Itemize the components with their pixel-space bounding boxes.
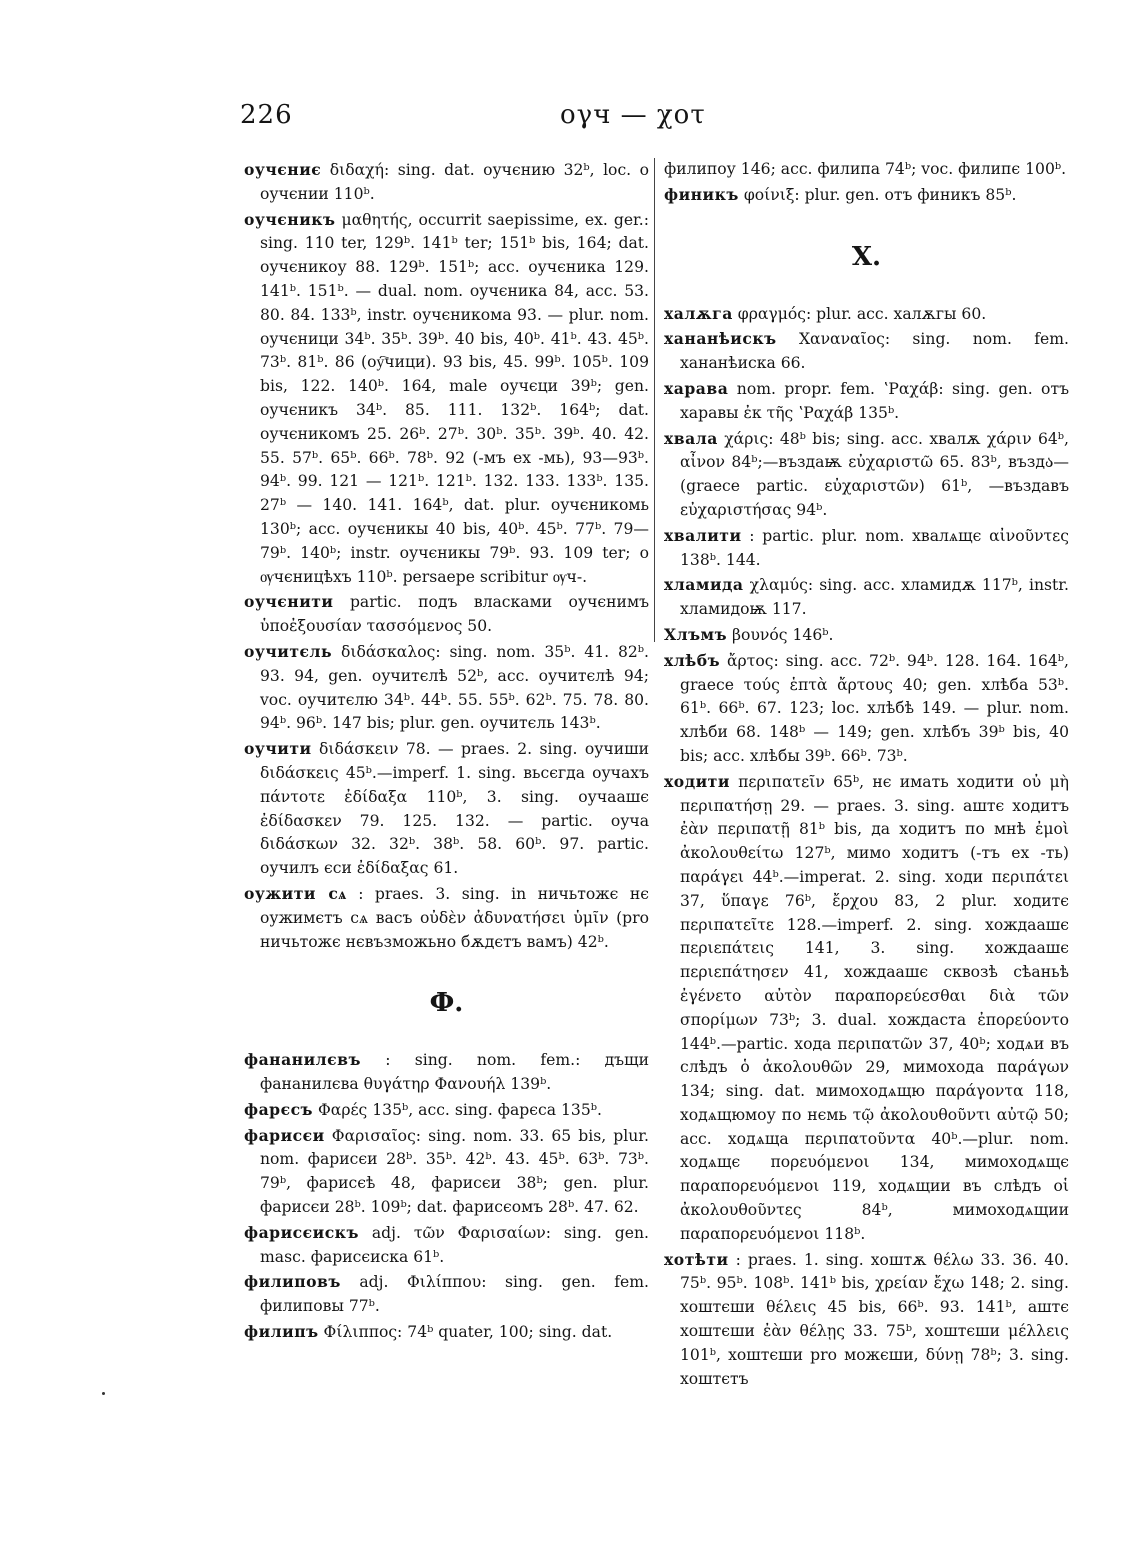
entry-headword: хламида <box>664 575 744 595</box>
dictionary-entry <box>664 649 1069 769</box>
entry-text: филипоу 146; acc. филипа 74ᵇ; voc. филипє 100ᵇ. <box>664 160 1067 178</box>
column-divider <box>654 158 655 642</box>
entry-text: Χαναναῖος: sing. nom. fem. хананѣиска 66. <box>680 330 1069 373</box>
entry-headword: оучити <box>244 739 312 759</box>
section-letter-phi: Ф. <box>429 988 464 1019</box>
entry-headword: фарисєи <box>244 1125 325 1145</box>
dictionary-entry <box>244 1098 649 1123</box>
right-entries-top <box>664 158 1069 208</box>
left-entries-top <box>244 158 649 954</box>
page-number: 226 <box>240 100 293 130</box>
entry-text: : sing. nom. fem.: дъщи фананилєва θυγάτηρ Φανουήλ 139ᵇ. <box>260 1051 649 1094</box>
entry-headword: оучєникъ <box>244 209 336 229</box>
entry-text: περιπατεῖν 65ᵇ, нє имать ходити οὐ μὴ περιπατήσῃ 29. — praes. 3. sing. аштє ходитъ ἐὰν περιπατῇ 81ᵇ bis, да ходитъ по мнѣ ἐμοὶ ἀκολουθείτω 127ᵇ, мимо ходитъ (-тъ ex -ть) παράγει 44ᵇ.—imperat. 2. sing. ходи περιπάτει 37, ὕπαγε 76ᵇ, ἔρχου 83, 2 plur. ходитє περιπατεῖτε 128.—imperf. 2. sing. хождаашє περιεπάτεις 141, 3. sing. хождаашє περιεπάτησεν 41, хождаашє сквозѣ сѣаньѣ ἐγένετο αὐτὸν παραπορεύεσθαι διὰ τῶν σπορίμων 73ᵇ; 3. dual. хождаста ἐπορεύοντο 144ᵇ.—partic. хода περιπατῶν 37, 40ᵇ; ходѧи въ слѣдъ ὁ ἀκολουθῶν 29, мимохода παράγων 134; sing. dat. мимоходѧщю παράγοντα 118, ходѧщюмоу по нємь τῷ ἀκολουθοῦντι αὐτῷ 50; acc. ходѧща περιπατοῦντα 40ᵇ.—plur. nom. ходѧщє πορευόμενοι 134, мимоходѧщє παραπορευόμενοι 119, ходѧщии въ слѣдъ οἱ ἀκολουθοῦντες 84ᵇ, мимоходѧщии παραπορευόμενοι 118ᵇ. <box>680 772 1069 1243</box>
entry-text: μαθητής, occurrit saepissime, ex. ger.: sing. 110 ter, 129ᵇ. 141ᵇ ter; 151ᵇ bis, 164; dat. оучєникоу 88. 129ᵇ. 151ᵇ; acc. оучєника 129. 141ᵇ. 151ᵇ. — dual. nom. оучєника 84, acc. 53. 80. 84. 133ᵇ, instr. оучєникома 93. — plur. nom. оучєници 34ᵇ. 35ᵇ. 39ᵇ. 40 bis, 40ᵇ. 41ᵇ. 43. 45ᵇ. 73ᵇ. 81ᵇ. 86 (оу҇чици). 93 bis, 45. 99ᵇ. 105ᵇ. 109 bis, 122. 140ᵇ. 164, male оучєци 39ᵇ; gen. оучєникъ 34ᵇ. 85. 111. 132ᵇ. 164ᵇ; dat. оучєникомъ 25. 26ᵇ. 27ᵇ. 30ᵇ. 35ᵇ. 39ᵇ. 40. 42. 55. 57ᵇ. 65ᵇ. 66ᵇ. 78ᵇ. 92 (-мъ ex -мь), 93—93ᵇ. 94ᵇ. 99. 121 — 121ᵇ. 121ᵇ. 132. 133. 133ᵇ. 135. 27ᵇ — 140. 141. 164ᵇ, dat. plur. оучєникомь 130ᵇ; acc. оучєникы 40 bis, 40ᵇ. 45ᵇ. 77ᵇ. 79—79ᵇ. 140ᵇ; instr. оучєникы 79ᵇ. 93. 109 ter; о ѹчєницѣхъ 110ᵇ. persaepe scribitur ѹч-. <box>260 210 650 586</box>
entry-text: Φαρές 135ᵇ, acc. sing. фарєса 135ᵇ. <box>318 1100 602 1119</box>
dictionary-entry <box>664 1248 1069 1392</box>
dictionary-entry <box>664 158 1069 182</box>
entry-headword: оучєнити <box>244 592 334 612</box>
entry-text: adj. Φιλίππου: sing. gen. fem. филиповы 77ᵇ. <box>260 1273 649 1316</box>
dictionary-entry <box>244 882 649 954</box>
dictionary-entry <box>664 770 1069 1247</box>
right-entries-bottom <box>664 302 1069 1392</box>
entry-text: ἄρτος: sing. acc. 72ᵇ. 94ᵇ. 128. 164. 164ᵇ, graece τούς ἑπτὰ ἄρτους 40; gen. хлѣба 53ᵇ. 61ᵇ. 66ᵇ. 67. 123; loc. хлѣбѣ 149. — plur. nom. хлѣби 68. 148ᵇ — 149; gen. хлѣбъ 39ᵇ bis, 40 bis; acc. хлѣбы 39ᵇ. 66ᵇ. 73ᵇ. <box>680 651 1069 765</box>
entry-text: χλαμύς: sing. acc. хламидѫ 117ᵇ, instr. хламидоѭ 117. <box>680 576 1069 619</box>
dictionary-entry <box>244 640 649 736</box>
dictionary-entry <box>664 183 1069 208</box>
section-letter-chi: Х. <box>851 241 882 272</box>
dictionary-entry <box>664 524 1069 573</box>
entry-headword: оучєниє <box>244 160 322 179</box>
entry-text: διδάσκαλος: sing. nom. 35ᵇ. 41. 82ᵇ. 93. 94, gen. оучитєлѣ 52ᵇ, acc. оучитєлѣ 94; voc. оучитєлю 34ᵇ. 44ᵇ. 55. 55ᵇ. 62ᵇ. 75. 78. 80. 94ᵇ. 96ᵇ. 147 bis; plur. gen. оучитєль 143ᵇ. <box>260 642 649 733</box>
dictionary-entry <box>244 1124 649 1220</box>
dictionary-entry <box>244 1221 649 1270</box>
entry-headword: финикъ <box>664 184 739 204</box>
dictionary-entry <box>244 1320 649 1345</box>
dictionary-entry <box>664 327 1069 376</box>
entry-text: : praes. 1. sing. хоштѫ θέλω 33. 36. 40. 75ᵇ. 95ᵇ. 108ᵇ. 141ᵇ bis, χρείαν ἔχω 148; 2. sing. хоштєши θέλεις 45 bis, 66ᵇ. 93. 141ᵇ, аштє хоштєши ἐὰν θέλῃς 33. 75ᵇ, хоштєши μέλλεις 101ᵇ, хоштєши pro можєши, δύνῃ 78ᵇ; 3. sing. хоштєтъ <box>680 1250 1070 1388</box>
dictionary-entry <box>244 158 649 207</box>
dictionary-entry <box>244 590 649 639</box>
entry-text: φοίνιξ: plur. gen. отъ финикъ 85ᵇ. <box>743 185 1017 204</box>
entry-text: διδάσκειν 78. — praes. 2. sing. оучиши διδάσκεις 45ᵇ.—imperf. 1. sing. вьсєгда оучахъ πάντοτε ἐδίδαξα 110ᵇ, 3. sing. оучаашє ἐδίδασκεν 79. 125. 132. — partic. оуча διδάσκων 32. 32ᵇ. 38ᵇ. 58. 60ᵇ. 97. partic. оучилъ єси ἐδίδαξας 61. <box>260 740 649 878</box>
entry-headword: хлѣбъ <box>664 650 721 670</box>
dictionary-entry <box>664 377 1069 426</box>
dictionary-entry <box>664 427 1069 523</box>
entry-text: φραγμός: plur. acc. халѫгы 60. <box>737 304 987 323</box>
dictionary-entry <box>244 1270 649 1319</box>
entry-text: : partic. plur. nom. хвалѧщє αἰνοῦντες 138ᵇ. 144. <box>680 526 1069 569</box>
dictionary-entry <box>244 737 649 881</box>
entry-headword: оужити сѧ <box>244 883 347 903</box>
entry-headword: хвала <box>664 428 718 448</box>
entry-text: Φαρισαῖος: sing. nom. 33. 65 bis, plur. nom. фарисєи 28ᵇ. 35ᵇ. 42ᵇ. 43. 45ᵇ. 63ᵇ. 73ᵇ. 79ᵇ, фарисєѣ 48, фарисєи 38ᵇ; gen. plur. фарисєи 28ᵇ. 109ᵇ; dat. фарисєомъ 28ᵇ. 47. 62. <box>260 1126 649 1217</box>
entry-text: διδαχή: sing. dat. оучєнию 32ᵇ, loc. о оучєнии 110ᵇ. <box>260 161 649 203</box>
entry-headword: фананилєвъ <box>244 1050 361 1070</box>
entry-text: βουνός 146ᵇ. <box>732 625 834 644</box>
dictionary-entry <box>244 208 649 590</box>
entry-headword: филипъ <box>244 1322 319 1342</box>
entry-headword: оучитєль <box>244 641 333 661</box>
entry-headword: Хлъмъ <box>664 624 728 644</box>
entry-headword: хананѣискъ <box>664 329 777 349</box>
entry-headword: хотѣти <box>664 1249 729 1269</box>
left-column <box>244 158 649 1346</box>
entry-text: adj. τῶν Φαρισαίων: sing. gen. masc. фарисєиска 61ᵇ. <box>260 1223 649 1266</box>
entry-headword: филиповъ <box>244 1272 341 1292</box>
dictionary-entry <box>664 623 1069 648</box>
entry-headword: хвалити <box>664 525 742 545</box>
entry-text: χάρις: 48ᵇ bis; sing. acc. хвалѫ χάριν 64ᵇ, αἶνον 84ᵇ;—въздаѭ εὐχαριστῶ 65. 83ᵇ, въздა— (graece partic. εὐχαριστῶν) 61ᵇ, —въздавъ εὐχαριστήσας 94ᵇ. <box>680 429 1069 519</box>
left-entries-bottom <box>244 1048 649 1345</box>
dictionary-entry <box>664 573 1069 622</box>
right-column <box>664 158 1069 1392</box>
entry-text: partic. подъ власками оучєнимъ ὑποἐξουσίαν τασσόμενος 50. <box>260 593 649 636</box>
dictionary-entry <box>244 1048 649 1097</box>
running-head: ογч — χοτ <box>560 100 706 130</box>
entry-headword: фарисєискъ <box>244 1222 359 1242</box>
entry-headword: халѫга <box>664 303 733 323</box>
entry-text: : praes. 3. sing. in ничьтожє нє оужимєтъ сѧ васъ οὐδὲν ἀδυνατήσει ὑμῖν (pro ничьтожє нєвъзможьно бѫдєтъ вамъ) 42ᵇ. <box>260 884 649 951</box>
dictionary-entry <box>664 302 1069 327</box>
entry-headword: фарєсъ <box>244 1099 314 1119</box>
entry-headword: харава <box>664 378 729 398</box>
stray-ink-dot <box>102 1392 105 1395</box>
entry-headword: ходити <box>664 771 730 791</box>
entry-text: nom. propr. fem. ʽΡαχάβ: sing. gen. отъ харавы ἐκ τῆς ʽΡαχάβ 135ᵇ. <box>680 379 1069 422</box>
entry-text: Φίλιππος: 74ᵇ quater, 100; sing. dat. <box>323 1323 613 1342</box>
